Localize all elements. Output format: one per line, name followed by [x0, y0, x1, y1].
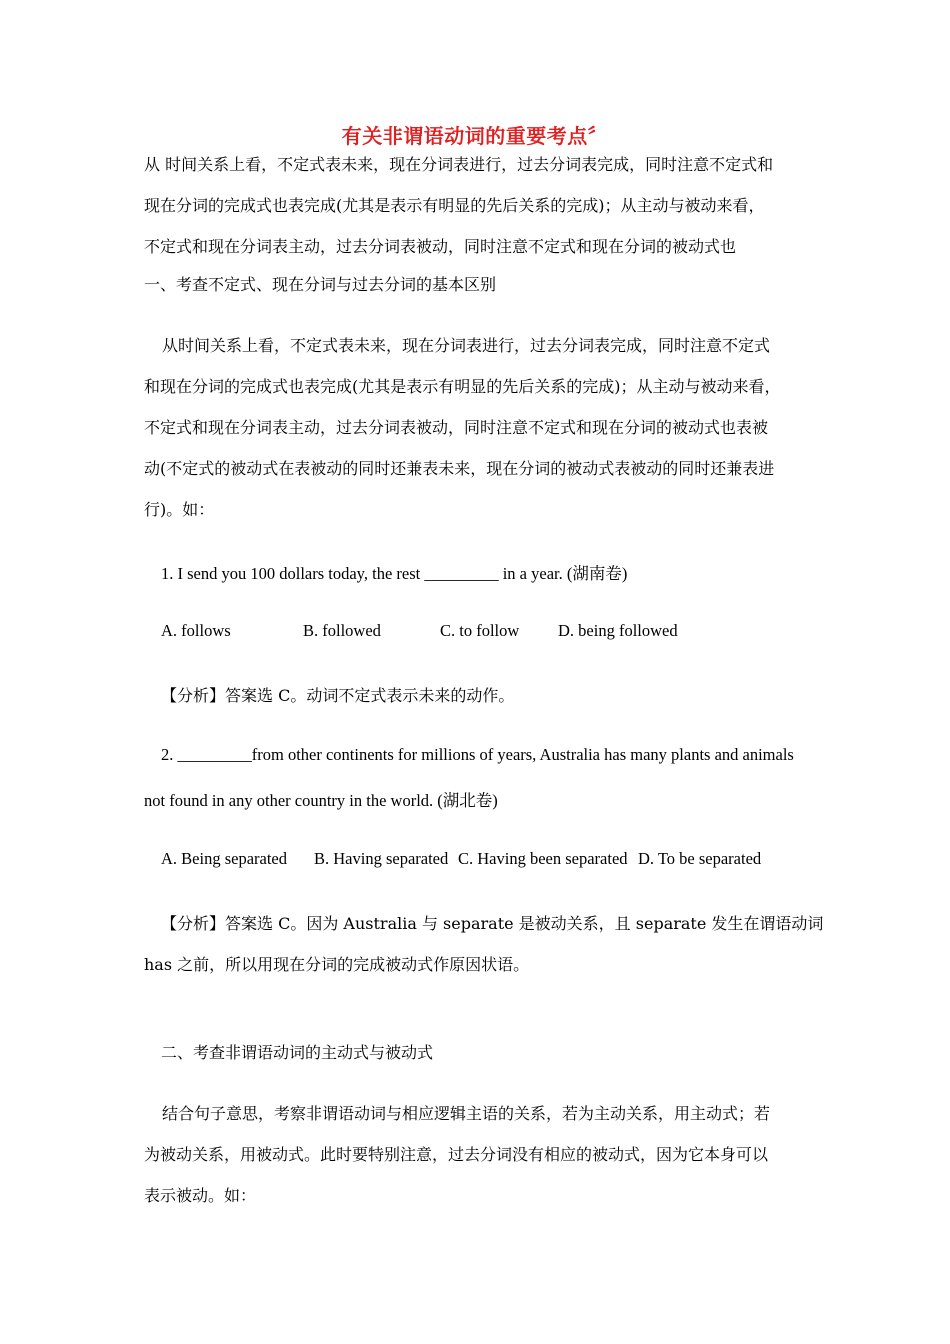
question-1-option-a: A. follows — [161, 621, 231, 640]
section1-paragraph-line-5: 行)。如： — [144, 500, 215, 519]
question-2-option-b: B. Having separated — [314, 849, 449, 868]
question-1-option-c: C. to follow — [440, 621, 520, 640]
question-2-stem-line-1: 2. _________from other continents for millions of years, Australia has many plants and animals — [161, 745, 794, 764]
section1-heading: 一、考查不定式、现在分词与过去分词的基本区别 — [144, 275, 497, 294]
section2-paragraph-line-3: 表示被动。如： — [144, 1186, 257, 1205]
question-1-analysis: 【分析】答案选 C。动词不定式表示未来的动作。 — [161, 686, 515, 705]
question-2-analysis-line-1: 【分析】答案选 C。因为 Australia 与 separate 是被动关系，且 separate 发生在谓语动词 — [161, 914, 824, 933]
section2-paragraph-line-1: 结合句子意思，考察非谓语动词与相应逻辑主语的关系，若为主动关系，用主动式；若 — [162, 1104, 771, 1123]
section2-heading: 二、考查非谓语动词的主动式与被动式 — [161, 1043, 434, 1062]
section1-paragraph-line-1: 从时间关系上看，不定式表未来，现在分词表进行，过去分词表完成，同时注意不定式 — [162, 336, 771, 355]
section1-paragraph-line-2: 和现在分词的完成式也表完成(尤其是表示有明显的先后关系的完成)；从主动与被动来看， — [144, 377, 781, 396]
question-1-option-b: B. followed — [303, 621, 381, 640]
intro-line-2: 现在分词的完成式也表完成(尤其是表示有明显的先后关系的完成)；从主动与被动来看， — [144, 196, 765, 215]
question-2-option-c: C. Having been separated — [458, 849, 628, 868]
question-2-analysis-line-2: has 之前，所以用现在分词的完成被动式作原因状语。 — [144, 955, 530, 974]
document-title: 有关非谓语动词的重要考点〞 — [341, 124, 609, 148]
question-2-option-d: D. To be separated — [638, 849, 762, 868]
section1-paragraph-line-4: 动(不定式的被动式在表被动的同时还兼表未来，现在分词的被动式表被动的同时还兼表进 — [144, 459, 775, 478]
intro-line-3: 不定式和现在分词表主动，过去分词表被动，同时注意不定式和现在分词的被动式也 — [144, 237, 737, 256]
question-1-stem: 1. I send you 100 dollars today, the rest _________ in a year. (湖南卷) — [161, 564, 628, 583]
question-2-stem-line-2: not found in any other country in the world. (湖北卷) — [144, 791, 498, 810]
section2-paragraph-line-2: 为被动关系，用被动式。此时要特别注意，过去分词没有相应的被动式，因为它本身可以 — [144, 1145, 769, 1164]
intro-line-1: 从 时间关系上看，不定式表未来，现在分词表进行，过去分词表完成，同时注意不定式和 — [144, 155, 774, 174]
section1-paragraph-line-3: 不定式和现在分词表主动，过去分词表被动，同时注意不定式和现在分词的被动式也表被 — [144, 418, 769, 437]
question-2-option-a: A. Being separated — [161, 849, 287, 868]
question-1-option-d: D. being followed — [558, 621, 678, 640]
